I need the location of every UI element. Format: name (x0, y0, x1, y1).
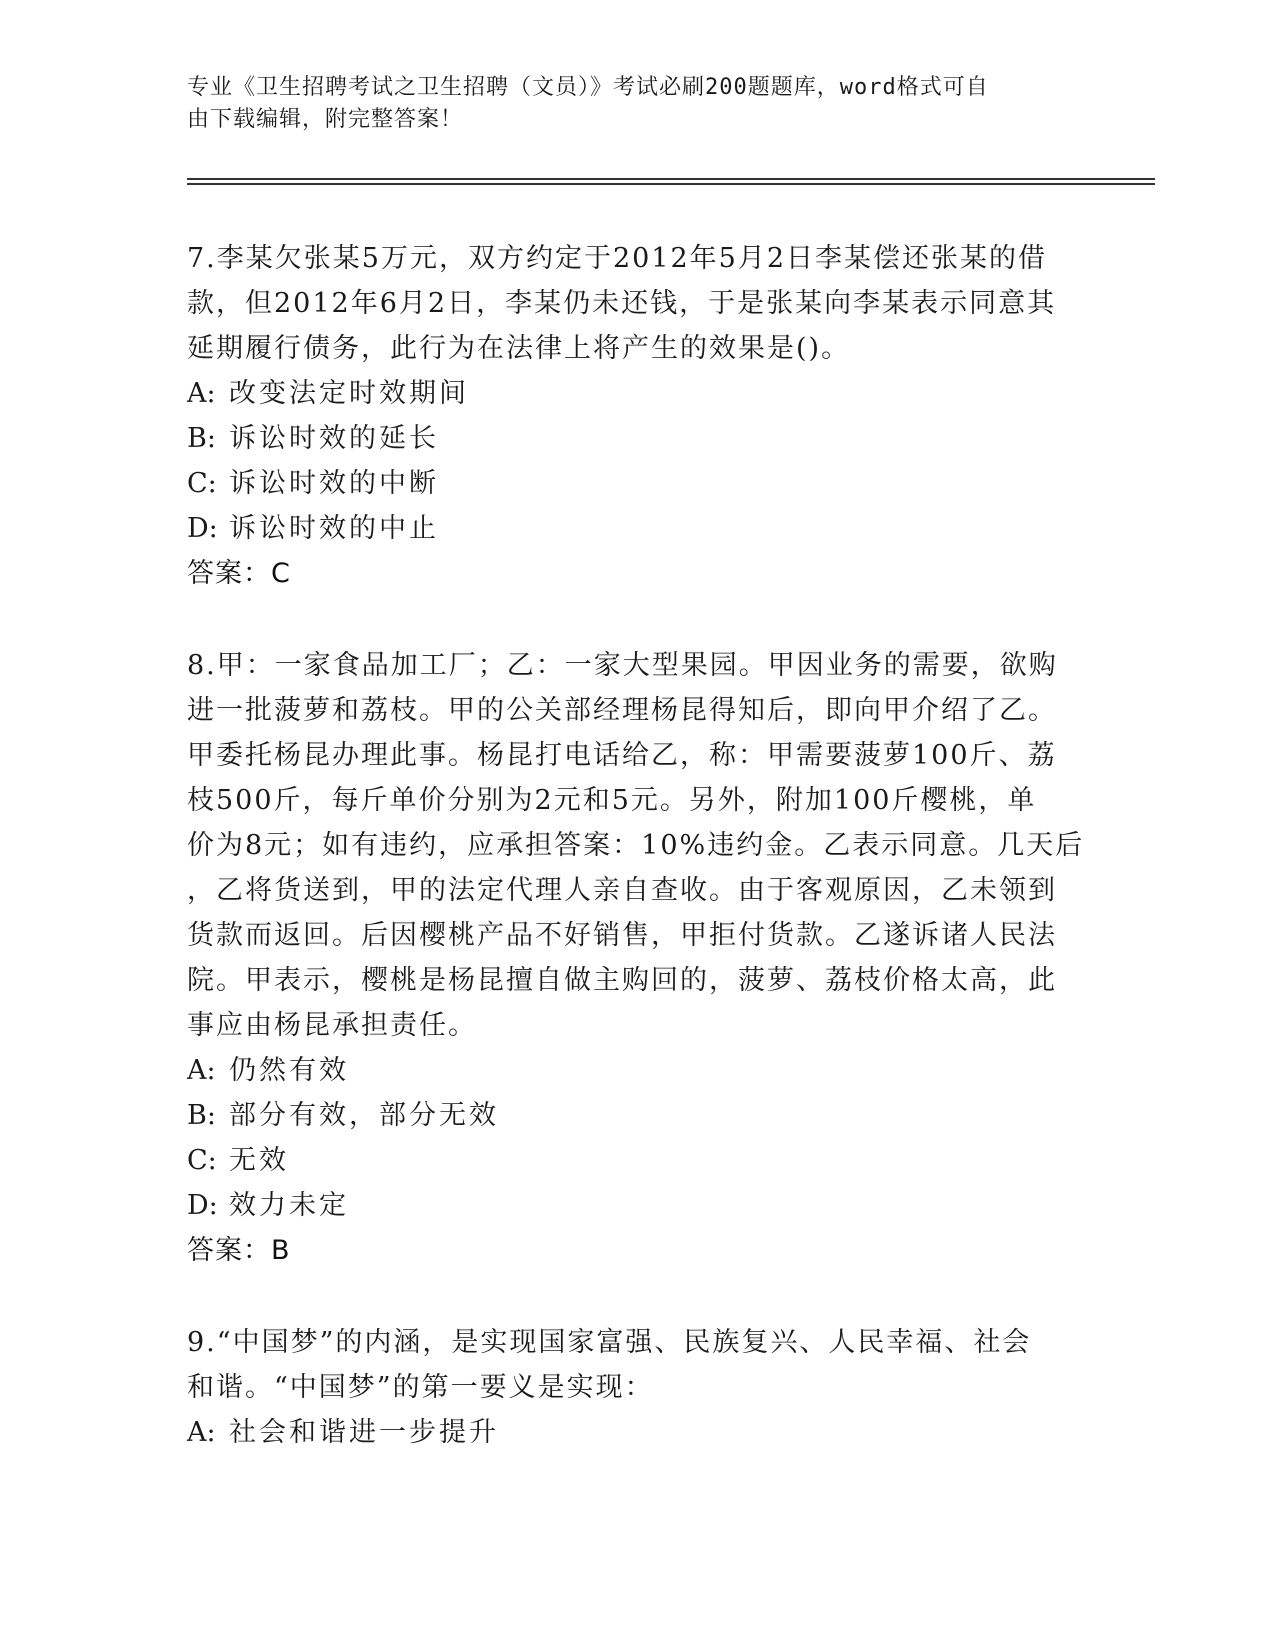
question-8 (187, 643, 1087, 1273)
question-list (187, 236, 1087, 1455)
option-a (187, 1048, 1087, 1093)
option-letter: A: (187, 1417, 216, 1448)
question-9 (187, 1320, 1087, 1455)
question-line: 和谐。“中国梦”的第一要义是实现： (187, 1372, 654, 1403)
question-number: 8. (187, 650, 217, 681)
option-d (187, 1183, 1087, 1228)
document-header (187, 72, 1067, 136)
question-line: 院。甲表示，樱桃是杨昆擅自做主购回的，菠萝、荔枝价格太高，此 (187, 965, 1057, 996)
option-text: 诉讼时效的中断 (229, 468, 439, 499)
option-d (187, 506, 1087, 551)
option-letter: A: (187, 378, 216, 409)
question-number: 9. (187, 1327, 217, 1358)
option-c (187, 461, 1087, 506)
spacer (187, 1273, 1087, 1320)
question-text (187, 1320, 1087, 1365)
question-line: “中国梦”的内涵，是实现国家富强、民族复兴、人民幸福、社会 (216, 1327, 1032, 1358)
option-letter: A: (187, 1055, 216, 1086)
option-a (187, 371, 1087, 416)
question-line: 货款而返回。后因樱桃产品不好销售，甲拒付货款。乙遂诉诸人民法 (187, 920, 1057, 951)
option-b (187, 1093, 1087, 1138)
question-7 (187, 236, 1087, 596)
option-b (187, 416, 1087, 461)
option-text: 部分有效，部分无效 (229, 1100, 499, 1131)
question-line: 甲委托杨昆办理此事。杨昆打电话给乙，称：甲需要菠萝100斤、荔 (187, 740, 1057, 771)
answer-line: 答案：C (187, 558, 291, 589)
question-text (187, 643, 1087, 688)
question-line: 枝500斤，每斤单价分别为2元和5元。另外，附加100斤樱桃，单 (187, 785, 1037, 816)
option-text: 改变法定时效期间 (229, 378, 469, 409)
option-letter: D: (187, 513, 218, 544)
answer-line: 答案：B (187, 1235, 291, 1266)
option-text: 效力未定 (229, 1190, 349, 1221)
question-line: 进一批菠萝和荔枝。甲的公关部经理杨昆得知后，即向甲介绍了乙。 (187, 695, 1057, 726)
option-text: 仍然有效 (229, 1055, 349, 1086)
option-text: 社会和谐进一步提升 (229, 1417, 499, 1448)
question-line: 李某欠张某5万元，双方约定于2012年5月2日李某偿还张某的借 (216, 243, 1048, 274)
option-letter: B: (187, 1100, 216, 1131)
header-divider-bottom (187, 183, 1155, 185)
header-divider-top (187, 178, 1155, 180)
question-line: 事应由杨昆承担责任。 (187, 1010, 477, 1041)
question-text (187, 236, 1087, 281)
option-a (187, 1410, 1087, 1455)
option-text: 诉讼时效的延长 (229, 423, 439, 454)
option-text: 诉讼时效的中止 (229, 513, 439, 544)
question-line: 款，但2012年6月2日，李某仍未还钱，于是张某向李某表示同意其 (187, 288, 1057, 319)
option-letter: C: (187, 1145, 217, 1176)
question-line: 价为8元；如有违约，应承担答案：10%违约金。乙表示同意。几天后 (187, 830, 1085, 861)
option-text: 无效 (229, 1145, 289, 1176)
option-letter: D: (187, 1190, 218, 1221)
header-line-1: 专业《卫生招聘考试之卫生招聘（文员）》考试必刷200题题库，word格式可自 (187, 75, 989, 100)
question-line: 延期履行债务，此行为在法律上将产生的效果是()。 (187, 333, 851, 364)
option-c (187, 1138, 1087, 1183)
option-letter: C: (187, 468, 217, 499)
spacer (187, 596, 1087, 643)
question-line: ，乙将货送到，甲的法定代理人亲自查收。由于客观原因，乙未领到 (187, 875, 1057, 906)
question-number: 7. (187, 243, 217, 274)
option-letter: B: (187, 423, 216, 454)
header-line-2: 由下载编辑，附完整答案！ (187, 107, 464, 132)
question-line: 甲：一家食品加工厂；乙：一家大型果园。甲因业务的需要，欲购 (216, 650, 1058, 681)
